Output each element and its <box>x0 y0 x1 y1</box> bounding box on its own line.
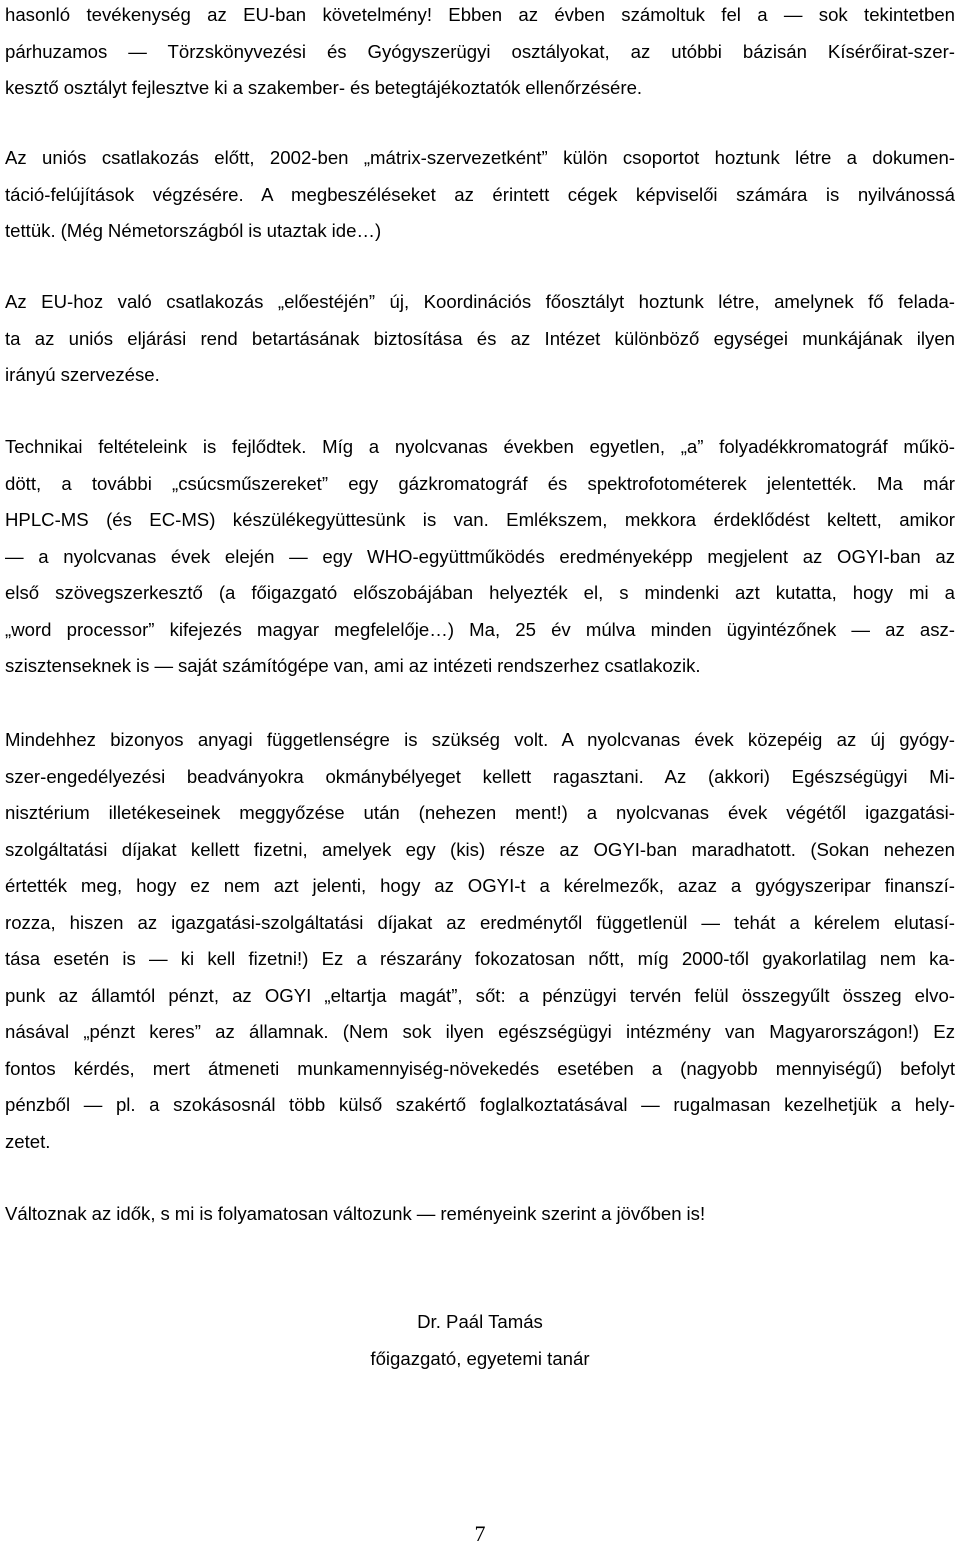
paragraph-6 <box>5 1196 955 1233</box>
text-line: szisztenseknek is — saját számítógépe van, ami az intézeti rendszerhez csatlakozik. <box>5 655 701 676</box>
text-line: punk az államtól pénzt, az OGYI „eltartja magát”, sőt: a pénzügyi tervén felül összegyűlt összeg elvo- <box>5 984 955 1006</box>
text-line: Mindehhez bizonyos anyagi függetlenségre is szükség volt. A nyolcvanas évek közepéig az új gyógy- <box>5 729 955 750</box>
text-line: Változnak az idők, s mi is folyamatosan változunk — reményeink szerint a jövőben is! <box>5 1203 706 1224</box>
text-line: rozza, hiszen az igazgatási-szolgáltatási díjakat az eredménytől függetlenül — tehát a kérelem elutasí- <box>5 911 955 933</box>
text-line: Az uniós csatlakozás előtt, 2002-ben „mátrix-szervezetként” külön csoportot hoztunk létre a dokumen- <box>5 147 955 168</box>
text-line: hasonló tevékenység az EU-ban követelmény! Ebben az évben számoltuk fel a — sok tekintetben <box>5 4 955 25</box>
text-line: Technikai feltételeink is fejlődtek. Míg a nyolcvanas években egyetlen, „a” folyadékkromatográf műkö- <box>5 436 955 457</box>
text-line: pénzből — pl. a szokásosnál több külső szakértő foglalkoztatásával — rugalmasan kezelhetjük a hely- <box>5 1094 955 1115</box>
text-line: első szövegszerkesztő (a főigazgató előszobájában helyezték el, s mindenki azt kutatta, hogy mi a <box>5 582 955 603</box>
paragraph-3 <box>5 284 955 394</box>
page-number: 7 <box>474 1521 486 1546</box>
text-line: — a nyolcvanas évek elején — egy WHO-együttműködés eredményeképp megjelent az OGYI-ban az <box>5 545 955 567</box>
text-line: fontos kérdés, mert átmeneti munkamennyiség-növekedés esetében a (nagyobb mennyiségű) befolyt <box>5 1057 955 1079</box>
text-line: nisztérium illetékeseinek meggyőzése után (nehezen ment!) a nyolcvanas évek végétől igazgatási- <box>5 802 955 823</box>
text-line: násával „pénzt keres” az államnak. (Nem sok ilyen egészségügyi intézmény van Magyarországon!) Ez <box>5 1021 955 1042</box>
text-line: tettük. (Még Németországból is utaztak ide…) <box>5 220 382 241</box>
text-line: táció-felújítások végzésére. A megbeszéléseket az érintett cégek képviselői számára is nyilvánossá <box>5 183 955 205</box>
text-line: dött, a további „csúcsműszereket” egy gázkromatográf és spektrofotométerek jelentették. Ma már <box>5 472 955 494</box>
text-line: HPLC-MS (és EC-MS) készülékegyüttesünk is van. Emlékszem, mekkora érdeklődést keltett, amikor <box>5 509 955 530</box>
text-line: zetet. <box>5 1130 51 1152</box>
text-line: ta az uniós eljárási rend betartásának biztosítása és az Intézet különböző egységei munkájának ilyen <box>5 327 955 349</box>
text-line: „word processor” kifejezés magyar megfelelője…) Ma, 25 év múlva minden ügyintézőnek — az asz- <box>5 618 955 640</box>
text-line: kesztő osztályt fejlesztve ki a szakember- és betegtájékoztatók ellenőrzésére. <box>5 77 643 98</box>
text-line: szolgáltatási díjakat kellett fizetni, amelyek egy (kis) része az OGYI-ban maradhatott. (Sokan nehezen <box>5 838 955 860</box>
text-line: értették meg, hogy ez nem azt jelenti, hogy az OGYI-t a kérelmezők, azaz a gyógyszeripar finanszí- <box>5 875 955 896</box>
text-line: Az EU-hoz való csatlakozás „előestéjén” új, Koordinációs főosztályt hoztunk létre, amelynek fő felada- <box>5 291 955 312</box>
signature-title: főigazgató, egyetemi tanár <box>370 1348 590 1369</box>
paragraph-2 <box>5 140 955 250</box>
text-line: szer-engedélyezési beadványokra okmánybélyeget kellett ragasztani. Az (akkori) Egészségügyi Mi- <box>5 765 955 787</box>
paragraph-5 <box>5 722 955 1160</box>
text-line: tása esetén is — ki kell fizetni!) Ez a részarány fokozatosan nőtt, míg 2000-től gyakorlatilag nem ka- <box>5 948 955 969</box>
paragraph-4 <box>5 429 955 685</box>
signature-name: Dr. Paál Tamás <box>417 1311 543 1332</box>
text-line: irányú szervezése. <box>5 364 160 385</box>
paragraph-1 <box>5 0 955 107</box>
text-line: párhuzamos — Törzskönyvezési és Gyógyszerügyi osztályokat, az utóbbi bázisán Kísérőirat-szer- <box>5 40 955 62</box>
